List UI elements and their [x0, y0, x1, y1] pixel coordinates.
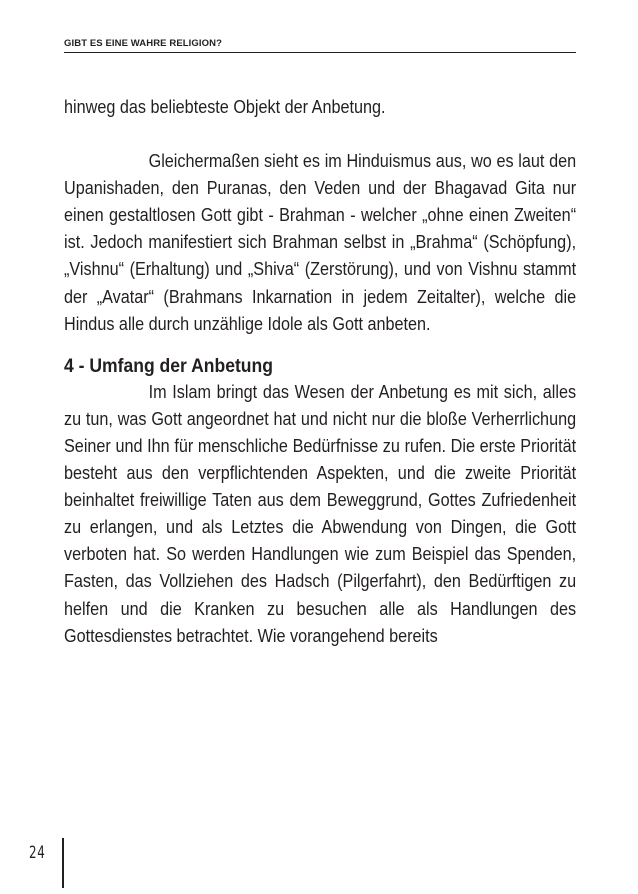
paragraph-gap [64, 121, 576, 148]
running-header: GIBT ES EINE WAHRE RELIGION? [64, 38, 576, 53]
page-number-rule [62, 838, 64, 888]
body-text [64, 94, 576, 650]
paragraph-hinduism: Gleichermaßen sieht es im Hinduismus aus, wo es laut den Upanishaden, den Puranas, den Veden und der Bhagavad Gita nur einen gestaltlosen Gott gibt - Brahman - welcher „ohne einen Zweiten“ ist. Jedoch manifestiert sich Brahman selbst in „Brahma“ (Schöpfung), „Vishnu“ (Erhaltung) und „Shiva“ (Zerstörung), und von Vishnu stammt der „Avatar“ (Brahmans Inkarnation in jedem Zeitalter), welche die Hindus alle durch unzählige Idole als Gott anbeten. [64, 151, 577, 334]
page-number: 24 [29, 843, 46, 863]
section-heading: 4 - Umfang der Anbetung [64, 354, 273, 377]
paragraph-continuation: hinweg das beliebteste Objekt der Anbetung. [64, 97, 386, 117]
paragraph-scope: Im Islam bringt das Wesen der Anbetung es mit sich, alles zu tun, was Gott angeordnet hat und nicht nur die bloße Verherrlichung Seiner und Ihn für menschliche Bedürfnisse zu rufen. Die erste Priorität besteht aus den verpflichtenden Aspekten, und die zweite Priorität beinhaltet freiwillige Taten aus dem Beweggrund, Gottes Zufriedenheit zu erlangen, und als Letztes die Abwendung von Dingen, die Gott verboten hat. So werden Handlungen wie zum Beispiel das Spenden, Fasten, das Vollziehen des Hadsch (Pilgerfahrt), den Bedürftigen zu helfen und die Kranken zu besuchen alle als Handlungen des Gottesdienstes betrachtet. Wie vorangehend bereits [64, 381, 577, 646]
